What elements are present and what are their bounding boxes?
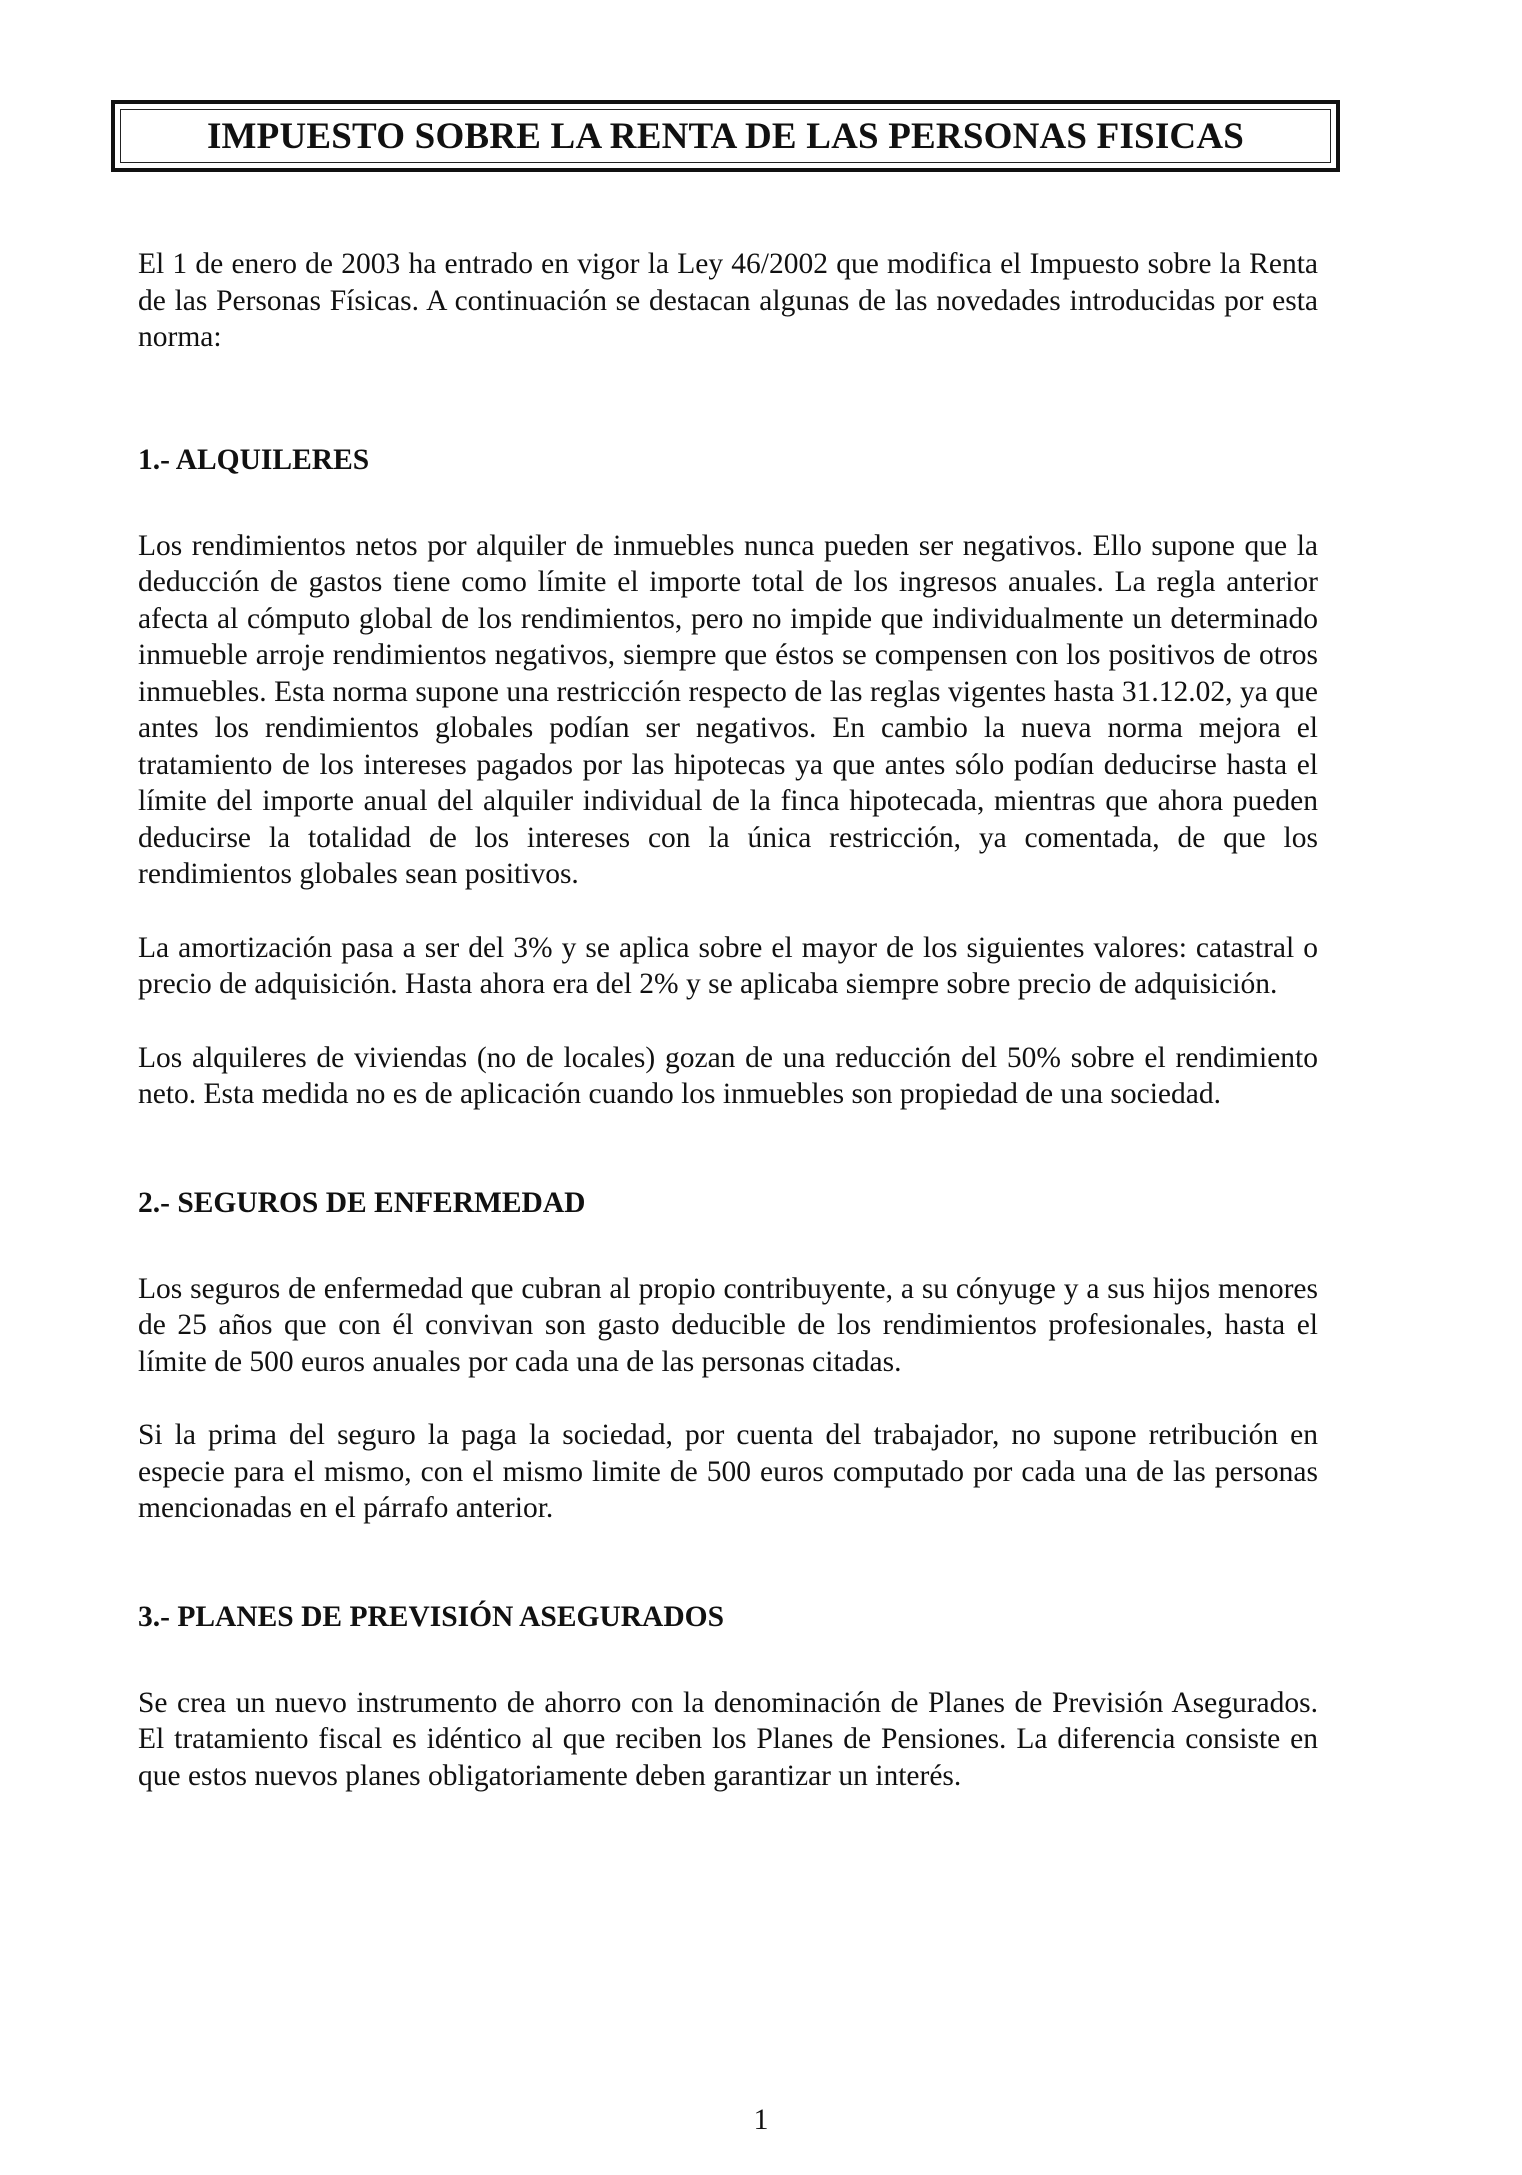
paragraph: Los seguros de enfermedad que cubran al propio contribuyente, a su cónyuge y a sus hijos menores de 25 años que con él convivan son gasto deducible de los rendimientos profesionales, hasta el límite de 500 euros anuales por cada una de las personas citadas.: [138, 1272, 1318, 1378]
section-seguros-de-enfermedad: [138, 1185, 1318, 1527]
page-number: 1: [753, 2103, 769, 2136]
paragraph: Se crea un nuevo instrumento de ahorro con la denominación de Planes de Previsión Asegurados. El tratamiento fiscal es idéntico al que reciben los Planes de Pensiones. La diferencia consiste en que estos nuevos planes obligatoriamente deben garantizar un interés.: [138, 1686, 1318, 1792]
section-heading: 2.- SEGUROS DE ENFERMEDAD: [138, 1186, 586, 1219]
document-body: [138, 246, 1318, 1831]
section-heading: 3.- PLANES DE PREVISIÓN ASEGURADOS: [138, 1600, 725, 1633]
paragraph: Los alquileres de viviendas (no de locales) gozan de una reducción del 50% sobre el rendimiento neto. Esta medida no es de aplicación cuando los inmuebles son propiedad de una sociedad.: [138, 1041, 1318, 1110]
paragraph: La amortización pasa a ser del 3% y se aplica sobre el mayor de los siguientes valores: catastral o precio de adquisición. Hasta ahora era del 2% y se aplicaba siempre sobre precio de adquisición.: [138, 931, 1318, 1000]
title-inner-border: [120, 109, 1331, 163]
section-heading: 1.- ALQUILERES: [138, 443, 370, 476]
section-planes-de-prevision: [138, 1599, 1318, 1795]
document-title: IMPUESTO SOBRE LA RENTA DE LAS PERSONAS FISICAS: [206, 115, 1245, 157]
intro-paragraph: El 1 de enero de 2003 ha entrado en vigor la Ley 46/2002 que modifica el Impuesto sobre la Renta de las Personas Físicas. A continuación se destacan algunas de las novedades introducidas por esta norma:: [138, 248, 1318, 353]
section-alquileres: [138, 442, 1318, 1113]
paragraph: Si la prima del seguro la paga la sociedad, por cuenta del trabajador, no supone retribución en especie para el mismo, con el mismo limite de 500 euros computado por cada una de las personas mencionadas en el párrafo anterior.: [138, 1419, 1318, 1524]
title-box: [111, 100, 1340, 172]
paragraph: Los rendimientos netos por alquiler de inmuebles nunca pueden ser negativos. Ello supone que la deducción de gastos tiene como límite el importe total de los ingresos anuales. La regla anterior afecta al cómputo global de los rendimientos, pero no impide que individualmente un determinado inmueble arroje rendimientos negativos, siempre que éstos se compensen con los positivos de otros inmuebles. Esta norma supone una restricción respecto de las reglas vigentes hasta 31.12.02, ya que antes los rendimientos globales podían ser negativos. En cambio la nueva norma mejora el tratamiento de los intereses pagados por las hipotecas ya que antes sólo podían deducirse hasta el límite del importe anual del alquiler individual de la finca hipotecada, mientras que ahora pueden deducirse la totalidad de los intereses con la única restricción, ya comentada, de que los rendimientos globales sean positivos.: [138, 529, 1318, 890]
